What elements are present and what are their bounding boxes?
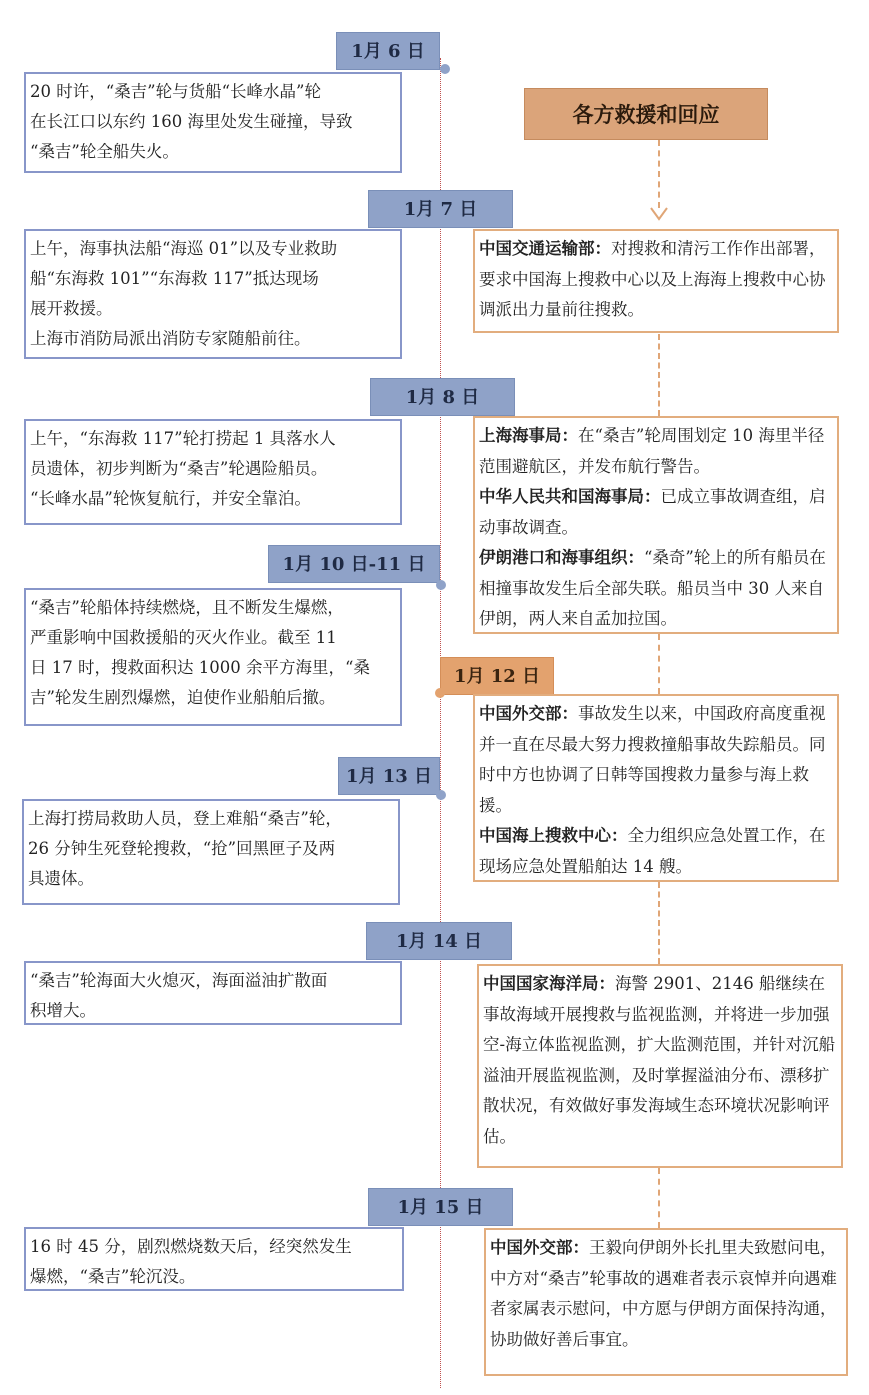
response-box bbox=[473, 229, 839, 333]
response-connector-line bbox=[658, 140, 660, 208]
response-text: 在“桑吉”轮周围划定 10 海里半径范围避航区，并发布航行警告。 bbox=[479, 426, 825, 476]
date-label: 1月 14 日 bbox=[366, 922, 512, 960]
event-box: 上海打捞局救助人员，登上难船“桑吉”轮， 26 分钟生死登轮搜救，“抢”回黑匣子及两 具遗体。 bbox=[22, 799, 400, 905]
response-box bbox=[473, 694, 839, 882]
timeline-dot bbox=[435, 688, 445, 698]
response-text: “桑奇”轮上的所有船员在相撞事故发生后全部失联。船员当中 30 人来自伊朗，两人来自孟加拉国。 bbox=[479, 548, 826, 628]
response-box bbox=[473, 416, 839, 634]
event-box: 20 时许，“桑吉”轮与货船“长峰水晶”轮 在长江口以东约 160 海里处发生碰撞，导致 “桑吉”轮全船失火。 bbox=[24, 72, 402, 173]
org-name: 中国国家海洋局： bbox=[483, 974, 615, 993]
event-box: “桑吉”轮船体持续燃烧，且不断发生爆燃， 严重影响中国救援船的灭火作业。截至 11 日 17 时，搜救面积达 1000 余平方海里，“桑 吉”轮发生剧烈爆燃，迫使作业船舶后撤。 bbox=[24, 588, 402, 726]
org-name: 中华人民共和国海事局： bbox=[479, 487, 661, 506]
timeline-dot bbox=[436, 580, 446, 590]
response-title: 各方救援和回应 bbox=[524, 88, 768, 140]
event-box: 上午，“东海救 117”轮打捞起 1 具落水人 员遗体，初步判断为“桑吉”轮遇险船员。 “长峰水晶”轮恢复航行，并安全靠泊。 bbox=[24, 419, 402, 525]
date-label: 1月 7 日 bbox=[368, 190, 513, 228]
response-connector-line bbox=[658, 1168, 660, 1228]
org-name: 伊朗港口和海事组织： bbox=[479, 548, 644, 567]
response-text: 对搜救和清污工作作出部署，要求中国海上搜救中心以及上海海上搜救中心协调派出力量前往搜救。 bbox=[479, 239, 826, 319]
date-label: 1月 13 日 bbox=[338, 757, 440, 795]
response-connector-line bbox=[658, 634, 660, 694]
response-text: 事故发生以来，中国政府高度重视并一直在尽最大努力搜救撞船事故失踪船员。同时中方也协调了日韩等国搜救力量参与海上救援。 bbox=[479, 704, 826, 815]
org-name: 中国外交部： bbox=[490, 1238, 589, 1257]
event-box: 16 时 45 分，剧烈燃烧数天后，经突然发生 爆燃，“桑吉”轮沉没。 bbox=[24, 1227, 404, 1291]
org-name: 上海海事局： bbox=[479, 426, 578, 445]
date-label: 1月 12 日 bbox=[440, 657, 554, 695]
response-connector-line bbox=[658, 882, 660, 964]
event-box: “桑吉”轮海面大火熄灭，海面溢油扩散面 积增大。 bbox=[24, 961, 402, 1025]
arrow-down-icon bbox=[649, 205, 669, 223]
response-text: 已成立事故调查组，启动事故调查。 bbox=[479, 487, 826, 537]
date-label: 1月 8 日 bbox=[370, 378, 515, 416]
org-name: 中国交通运输部： bbox=[479, 239, 611, 258]
response-connector-line bbox=[658, 334, 660, 416]
response-box bbox=[484, 1228, 848, 1376]
date-label: 1月 6 日 bbox=[336, 32, 440, 70]
timeline-dot bbox=[440, 64, 450, 74]
date-label: 1月 10 日-11 日 bbox=[268, 545, 440, 583]
org-name: 中国海上搜救中心： bbox=[479, 826, 628, 845]
response-box bbox=[477, 964, 843, 1168]
response-text: 海警 2901、2146 船继续在事故海域开展搜救与监视监测，并将进一步加强空-海立体监视监测，扩大监测范围，并针对沉船溢油开展监视监测，及时掌握溢油分布、漂移扩散状况，有效做好事发海域生态环境状况影响评估。 bbox=[483, 974, 836, 1146]
date-label: 1月 15 日 bbox=[368, 1188, 513, 1226]
org-name: 中国外交部： bbox=[479, 704, 578, 723]
timeline-dot bbox=[436, 790, 446, 800]
event-box: 上午，海事执法船“海巡 01”以及专业救助 船“东海救 101”“东海救 117”抵达现场 展开救援。 上海市消防局派出消防专家随船前往。 bbox=[24, 229, 402, 359]
response-text: 王毅向伊朗外长扎里夫致慰问电，中方对“桑吉”轮事故的遇难者表示哀悼并向遇难者家属表示慰问，中方愿与伊朗方面保持沟通，协助做好善后事宜。 bbox=[490, 1238, 837, 1349]
response-text: 全力组织应急处置工作，在现场应急处置船舶达 14 艘。 bbox=[479, 826, 826, 876]
